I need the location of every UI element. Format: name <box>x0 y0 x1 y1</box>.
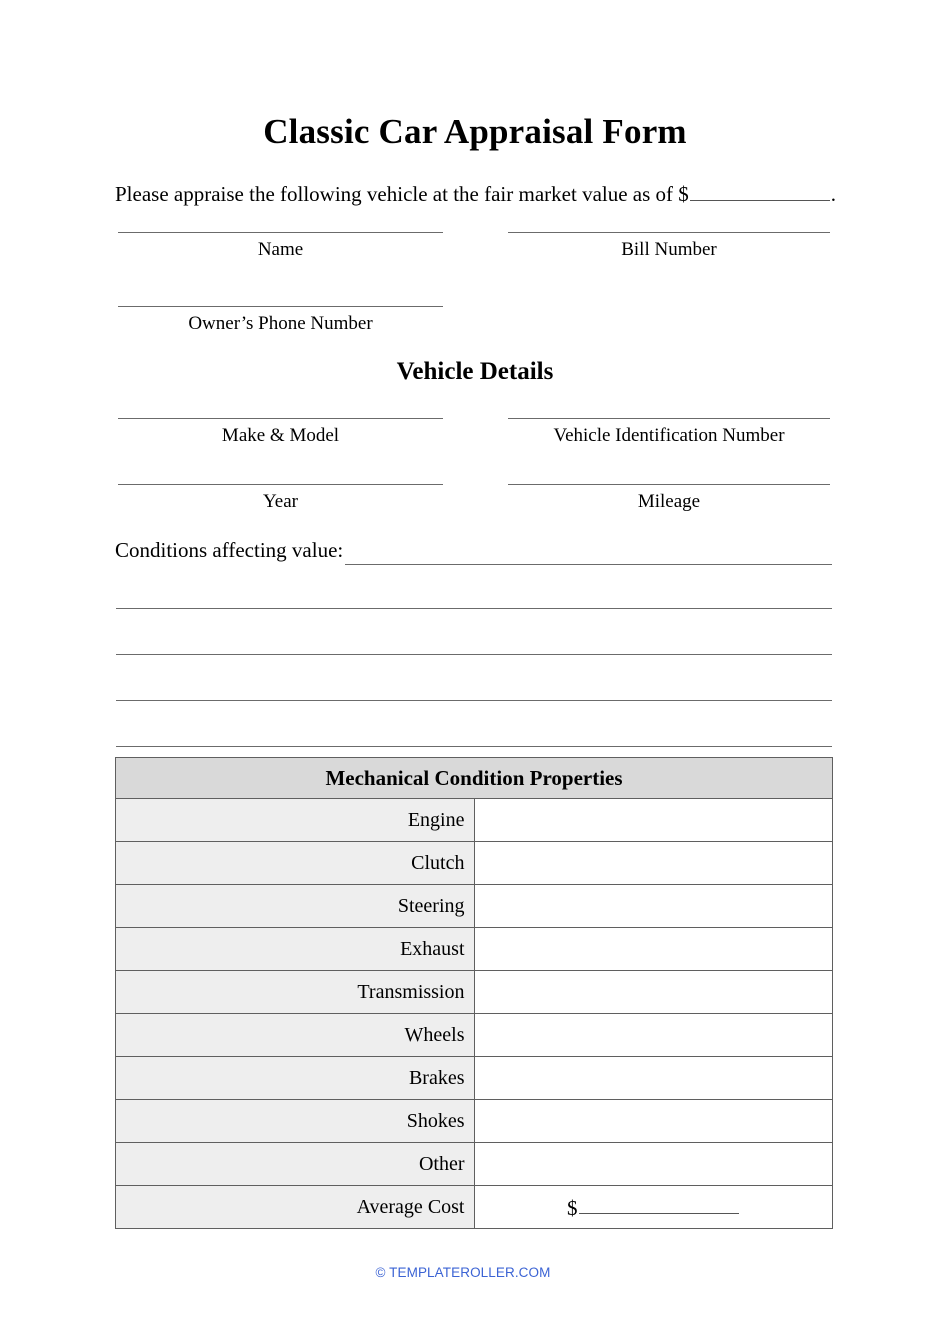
section-heading-vehicle-details: Vehicle Details <box>396 358 554 385</box>
intro-prefix-text: Please appraise the following vehicle at the fair market value as of $ <box>115 181 689 206</box>
row-value-engine[interactable] <box>474 799 833 842</box>
row-value-brakes[interactable] <box>474 1057 833 1100</box>
row-label-transmission: Transmission <box>116 971 475 1014</box>
field-owners-phone-number <box>118 306 443 336</box>
table-row <box>116 842 833 885</box>
table-row-average-cost <box>116 1186 833 1229</box>
owners-phone-number-label: Owner’s Phone Number <box>188 313 373 334</box>
footer-credit: © TEMPLATEROLLER.COM <box>375 1265 551 1280</box>
field-bill-number <box>508 232 830 262</box>
row-value-average-cost[interactable] <box>474 1186 833 1229</box>
field-name <box>118 232 443 262</box>
make-model-input-line[interactable] <box>118 418 443 419</box>
row-label-exhaust: Exhaust <box>116 928 475 971</box>
conditions-input-line-1[interactable] <box>345 564 832 565</box>
table-row <box>116 799 833 842</box>
table-row <box>116 1057 833 1100</box>
conditions-affecting-value-label: Conditions affecting value: <box>115 538 344 562</box>
field-year <box>118 484 443 514</box>
table-row <box>116 1100 833 1143</box>
conditions-input-line-3[interactable] <box>116 654 832 655</box>
conditions-input-line-4[interactable] <box>116 700 832 701</box>
field-vin <box>508 418 830 448</box>
table-row <box>116 885 833 928</box>
bill-number-input-line[interactable] <box>508 232 830 233</box>
intro-suffix-text: . <box>830 181 837 206</box>
row-label-steering: Steering <box>116 885 475 928</box>
table-row <box>116 1143 833 1186</box>
mileage-label: Mileage <box>637 491 701 512</box>
mechanical-condition-table <box>115 757 833 1229</box>
make-model-label: Make & Model <box>221 425 340 446</box>
mileage-input-line[interactable] <box>508 484 830 485</box>
row-label-clutch: Clutch <box>116 842 475 885</box>
fair-market-value-blank[interactable] <box>690 180 830 201</box>
conditions-input-line-2[interactable] <box>116 608 832 609</box>
table-header-title: Mechanical Condition Properties <box>116 758 833 799</box>
row-label-average-cost: Average Cost <box>116 1186 475 1229</box>
page-title: Classic Car Appraisal Form <box>263 112 687 151</box>
row-value-shokes[interactable] <box>474 1100 833 1143</box>
table-row <box>116 928 833 971</box>
vin-input-line[interactable] <box>508 418 830 419</box>
bill-number-label: Bill Number <box>621 239 717 260</box>
average-cost-amount <box>567 1194 740 1221</box>
row-label-wheels: Wheels <box>116 1014 475 1057</box>
table-header-row <box>116 758 833 799</box>
name-label: Name <box>257 239 304 260</box>
name-input-line[interactable] <box>118 232 443 233</box>
table-row <box>116 1014 833 1057</box>
year-input-line[interactable] <box>118 484 443 485</box>
row-label-other: Other <box>116 1143 475 1186</box>
row-value-other[interactable] <box>474 1143 833 1186</box>
row-label-shokes: Shokes <box>116 1100 475 1143</box>
owners-phone-number-input-line[interactable] <box>118 306 443 307</box>
conditions-input-line-5[interactable] <box>116 746 832 747</box>
row-value-clutch[interactable] <box>474 842 833 885</box>
field-make-model <box>118 418 443 448</box>
year-label: Year <box>262 491 298 512</box>
row-value-steering[interactable] <box>474 885 833 928</box>
field-mileage <box>508 484 830 514</box>
row-value-exhaust[interactable] <box>474 928 833 971</box>
row-value-transmission[interactable] <box>474 971 833 1014</box>
row-label-engine: Engine <box>116 799 475 842</box>
intro-sentence <box>115 180 835 207</box>
row-value-wheels[interactable] <box>474 1014 833 1057</box>
table-row <box>116 971 833 1014</box>
vin-label: Vehicle Identification Number <box>553 425 785 446</box>
currency-symbol: $ <box>567 1195 578 1220</box>
row-label-brakes: Brakes <box>116 1057 475 1100</box>
average-cost-blank[interactable] <box>579 1194 739 1215</box>
